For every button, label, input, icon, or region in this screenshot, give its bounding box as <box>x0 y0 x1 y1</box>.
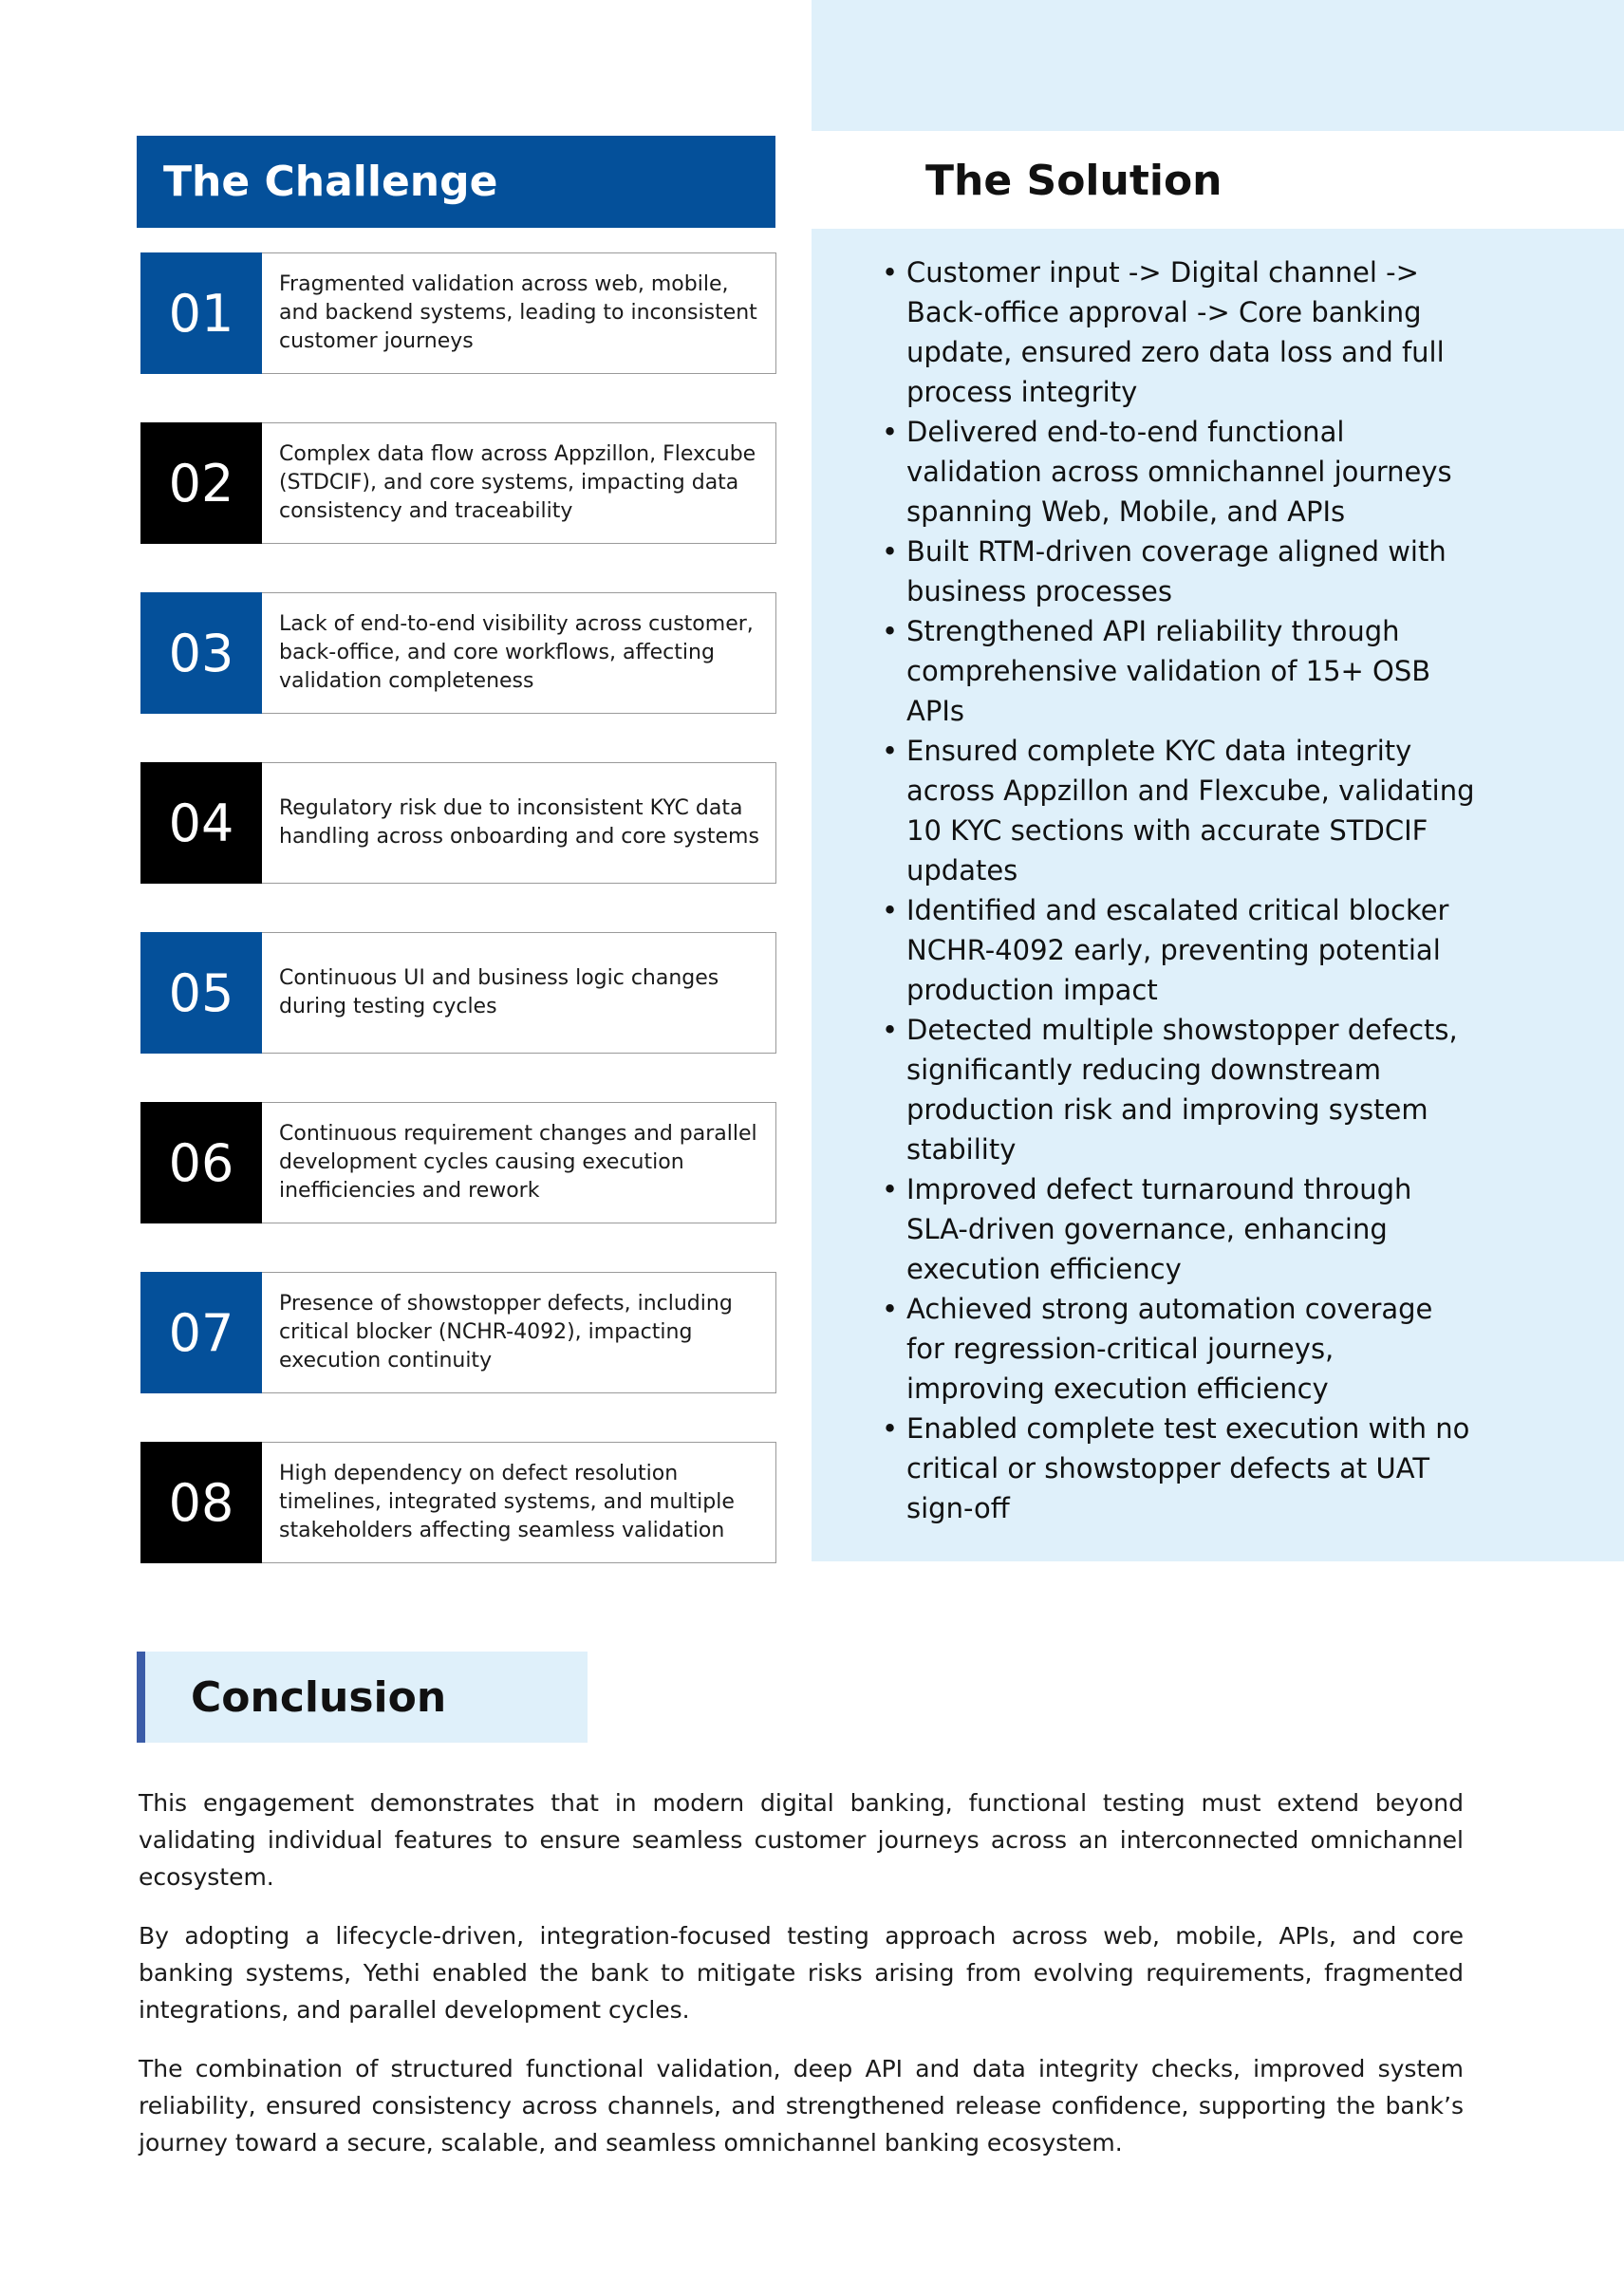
challenge-number: 06 <box>140 1102 262 1223</box>
challenge-text: Regulatory risk due to inconsistent KYC data handling across onboarding and core systems <box>262 762 776 884</box>
challenge-number: 05 <box>140 932 262 1054</box>
challenge-text: Fragmented validation across web, mobile, and backend systems, leading to inconsistent customer journeys <box>262 252 776 374</box>
challenge-text: Presence of showstopper defects, including critical blocker (NCHR-4092), impacting execution continuity <box>262 1272 776 1393</box>
solution-heading <box>812 133 1488 229</box>
challenge-text: Lack of end-to-end visibility across customer, back-office, and core workflows, affecting validation completeness <box>262 592 776 714</box>
challenge-text: Continuous requirement changes and parallel development cycles causing execution inefficiencies and rework <box>262 1102 776 1223</box>
challenge-item-07 <box>140 1272 776 1393</box>
solution-item: • Built RTM-driven coverage aligned with business processes <box>906 532 1476 611</box>
conclusion-body <box>139 1784 1464 2183</box>
solution-item: • Ensured complete KYC data integrity across Appzillon and Flexcube, validating 10 KYC sections with accurate STDCIF updates <box>906 731 1476 890</box>
challenge-item-06 <box>140 1102 776 1223</box>
challenge-heading <box>137 136 775 228</box>
solution-title: The Solution <box>925 157 1223 205</box>
challenge-text: Complex data flow across Appzillon, Flexcube (STDCIF), and core systems, impacting data consistency and traceability <box>262 422 776 544</box>
bullet-icon: • <box>882 735 899 767</box>
challenge-item-02 <box>140 422 776 544</box>
conclusion-paragraph-3: The combination of structured functional validation, deep API and data integrity checks, improved system reliability, ensured consistency across channels, and strengthened release confidence, supporting the bank’s journey toward a secure, scalable, and seamless omnichannel banking ecosystem. <box>139 2055 1464 2157</box>
solution-item: • Customer input -> Digital channel -> Back-office approval -> Core banking update, ensured zero data loss and full process integrity <box>906 252 1476 412</box>
bullet-icon: • <box>882 1293 899 1325</box>
challenge-number: 01 <box>140 252 262 374</box>
bullet-icon: • <box>882 894 899 926</box>
bullet-icon: • <box>882 535 899 568</box>
challenge-title: The Challenge <box>163 158 498 206</box>
challenge-item-04 <box>140 762 776 884</box>
solution-item: • Achieved strong automation coverage for regression-critical journeys, improving execution efficiency <box>906 1289 1476 1409</box>
conclusion-heading <box>137 1652 588 1743</box>
challenge-item-08 <box>140 1442 776 1563</box>
challenge-item-05 <box>140 932 776 1054</box>
solution-list <box>882 252 1476 1528</box>
challenge-text: High dependency on defect resolution timelines, integrated systems, and multiple stakeholders affecting seamless validation <box>262 1442 776 1563</box>
challenge-text: Continuous UI and business logic changes during testing cycles <box>262 932 776 1054</box>
challenge-number: 02 <box>140 422 262 544</box>
bullet-icon: • <box>882 1412 899 1445</box>
bullet-icon: • <box>882 615 899 647</box>
solution-item: • Strengthened API reliability through comprehensive validation of 15+ OSB APIs <box>906 611 1476 731</box>
challenge-item-01 <box>140 252 776 374</box>
conclusion-paragraph-1: This engagement demonstrates that in modern digital banking, functional testing must extend beyond validating individual features to ensure seamless customer journeys across an interconnected omnichannel ecosystem. <box>139 1789 1464 1891</box>
challenge-number: 07 <box>140 1272 262 1393</box>
challenge-number: 08 <box>140 1442 262 1563</box>
bullet-icon: • <box>882 256 899 289</box>
challenge-number: 03 <box>140 592 262 714</box>
bullet-icon: • <box>882 416 899 448</box>
conclusion-paragraph-2: By adopting a lifecycle-driven, integration-focused testing approach across web, mobile, APIs, and core banking systems, Yethi enabled the bank to mitigate risks arising from evolving requirements, fragmented integrations, and parallel development cycles. <box>139 1922 1464 2024</box>
solution-item: • Enabled complete test execution with no critical or showstopper defects at UAT sign-off <box>906 1409 1476 1528</box>
solution-item: • Detected multiple showstopper defects, significantly reducing downstream production risk and improving system stability <box>906 1010 1476 1169</box>
solution-background-top <box>812 0 1624 131</box>
bullet-icon: • <box>882 1014 899 1046</box>
conclusion-title: Conclusion <box>191 1672 447 1722</box>
bullet-icon: • <box>882 1173 899 1205</box>
challenge-number: 04 <box>140 762 262 884</box>
solution-item: • Improved defect turnaround through SLA-driven governance, enhancing execution efficiency <box>906 1169 1476 1289</box>
challenge-item-03 <box>140 592 776 714</box>
solution-item: • Delivered end-to-end functional validation across omnichannel journeys spanning Web, Mobile, and APIs <box>906 412 1476 532</box>
solution-item: • Identified and escalated critical blocker NCHR-4092 early, preventing potential production impact <box>906 890 1476 1010</box>
